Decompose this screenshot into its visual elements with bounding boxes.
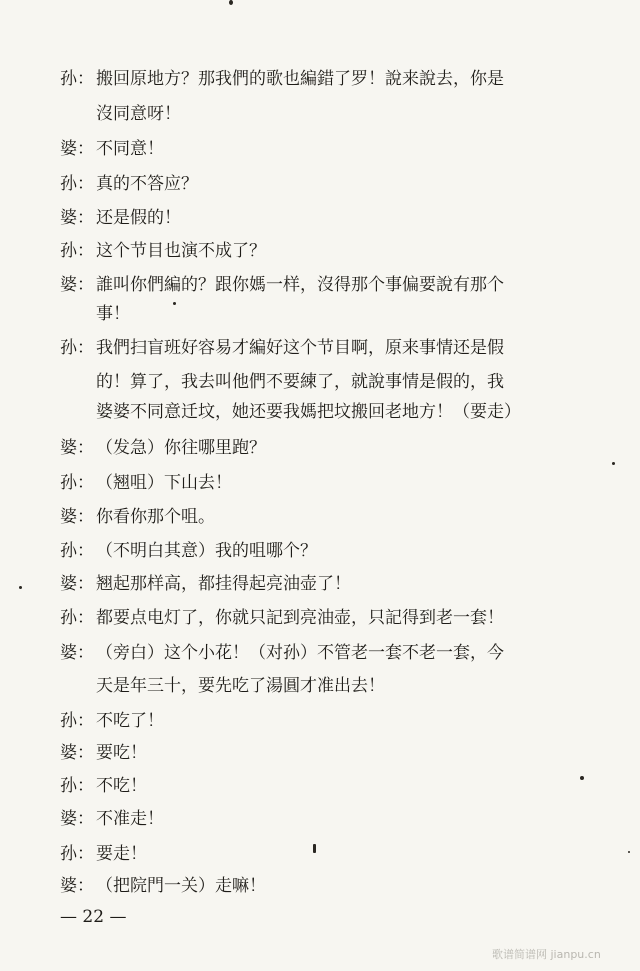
dialogue-continuation bbox=[96, 371, 636, 393]
dialogue-text: 你看你那个咀。 bbox=[96, 507, 215, 527]
dialogue-text: 不吃！ bbox=[96, 776, 147, 796]
ink-speck bbox=[229, 0, 233, 5]
dialogue-line bbox=[60, 875, 600, 897]
dialogue-continuation bbox=[96, 103, 636, 125]
speaker-label: 孙： bbox=[60, 608, 94, 628]
dialogue-line bbox=[60, 607, 600, 629]
speaker-label: 婆： bbox=[60, 809, 94, 829]
dialogue-text: 都要点电灯了，你就只記到亮油壶，只記得到老一套！ bbox=[96, 608, 504, 628]
dialogue-line bbox=[60, 506, 600, 528]
dialogue-line bbox=[60, 742, 600, 764]
dialogue-line bbox=[60, 240, 600, 262]
ink-speck bbox=[612, 462, 615, 465]
ink-speck bbox=[19, 586, 22, 589]
dialogue-text: 还是假的！ bbox=[96, 208, 181, 228]
speaker-label: 孙： bbox=[60, 844, 94, 864]
dialogue-line bbox=[60, 710, 600, 732]
speaker-label: 婆： bbox=[60, 574, 94, 594]
dialogue-line bbox=[60, 775, 600, 797]
watermark: 歌谱简谱网 jianpu.cn bbox=[492, 948, 601, 961]
dialogue-text: 的！算了，我去叫他們不要練了，就說事情是假的，我 bbox=[96, 372, 504, 392]
speaker-label: 孙： bbox=[60, 241, 94, 261]
dialogue-line bbox=[60, 138, 600, 160]
dialogue-text: （把院門一关）走嘛！ bbox=[96, 876, 266, 896]
dialogue-line bbox=[60, 540, 600, 562]
speaker-label: 婆： bbox=[60, 507, 94, 527]
dialogue-text: （发急）你往哪里跑？ bbox=[96, 438, 266, 458]
dialogue-text: 真的不答应？ bbox=[96, 174, 198, 194]
dialogue-text: 不吃了！ bbox=[96, 711, 164, 731]
dialogue-line bbox=[60, 573, 600, 595]
speaker-label: 孙： bbox=[60, 541, 94, 561]
dialogue-text: （旁白）这个小花！（对孙）不管老一套不老一套，今 bbox=[96, 643, 504, 663]
speaker-label: 婆： bbox=[60, 743, 94, 763]
dialogue-line bbox=[60, 642, 600, 664]
speaker-label: 孙： bbox=[60, 174, 94, 194]
dialogue-line bbox=[60, 337, 600, 359]
dialogue-line bbox=[60, 173, 600, 195]
speaker-label: 孙： bbox=[60, 776, 94, 796]
speaker-label: 婆： bbox=[60, 275, 94, 295]
dialogue-text: 天是年三十，要先吃了湯圓才准出去！ bbox=[96, 676, 385, 696]
dialogue-line bbox=[60, 274, 600, 296]
speaker-label: 孙： bbox=[60, 69, 94, 89]
dialogue-line bbox=[60, 68, 600, 90]
dialogue-text: 誰叫你們編的？跟你媽一样，沒得那个事偏要說有那个 bbox=[96, 275, 504, 295]
dialogue-text: 要吃！ bbox=[96, 743, 147, 763]
dialogue-line bbox=[60, 437, 600, 459]
dialogue-continuation bbox=[96, 303, 636, 325]
speaker-label: 婆： bbox=[60, 438, 94, 458]
dialogue-text: 不准走！ bbox=[96, 809, 164, 829]
dialogue-text: 要走！ bbox=[96, 844, 147, 864]
speaker-label: 婆： bbox=[60, 139, 94, 159]
dialogue-text: 不同意！ bbox=[96, 139, 164, 159]
dialogue-text: 翘起那样高，都挂得起亮油壶了！ bbox=[96, 574, 351, 594]
dialogue-text: （翘咀）下山去！ bbox=[96, 473, 232, 493]
dialogue-line bbox=[60, 808, 600, 830]
dialogue-continuation bbox=[96, 401, 636, 423]
dialogue-text: 事！ bbox=[96, 304, 130, 324]
speaker-label: 孙： bbox=[60, 338, 94, 358]
speaker-label: 婆： bbox=[60, 643, 94, 663]
dialogue-continuation bbox=[96, 675, 636, 697]
dialogue-text: （不明白其意）我的咀哪个？ bbox=[96, 541, 317, 561]
dialogue-line bbox=[60, 207, 600, 229]
dialogue-text: 婆婆不同意迁坟，她还要我媽把坟搬回老地方！（要走） bbox=[96, 402, 521, 422]
page-number: — 22 — bbox=[60, 907, 127, 927]
speaker-label: 孙： bbox=[60, 711, 94, 731]
speaker-label: 婆： bbox=[60, 208, 94, 228]
speaker-label: 婆： bbox=[60, 876, 94, 896]
dialogue-line bbox=[60, 843, 600, 865]
dialogue-text: 这个节目也演不成了？ bbox=[96, 241, 266, 261]
dialogue-text: 搬回原地方？那我們的歌也編錯了罗！說来說去，你是 bbox=[96, 69, 504, 89]
dialogue-text: 我們扫盲班好容易才編好这个节目啊，原来事情还是假 bbox=[96, 338, 504, 358]
speaker-label: 孙： bbox=[60, 473, 94, 493]
dialogue-text: 沒同意呀！ bbox=[96, 104, 181, 124]
dialogue-line bbox=[60, 472, 600, 494]
ink-speck bbox=[628, 851, 630, 853]
